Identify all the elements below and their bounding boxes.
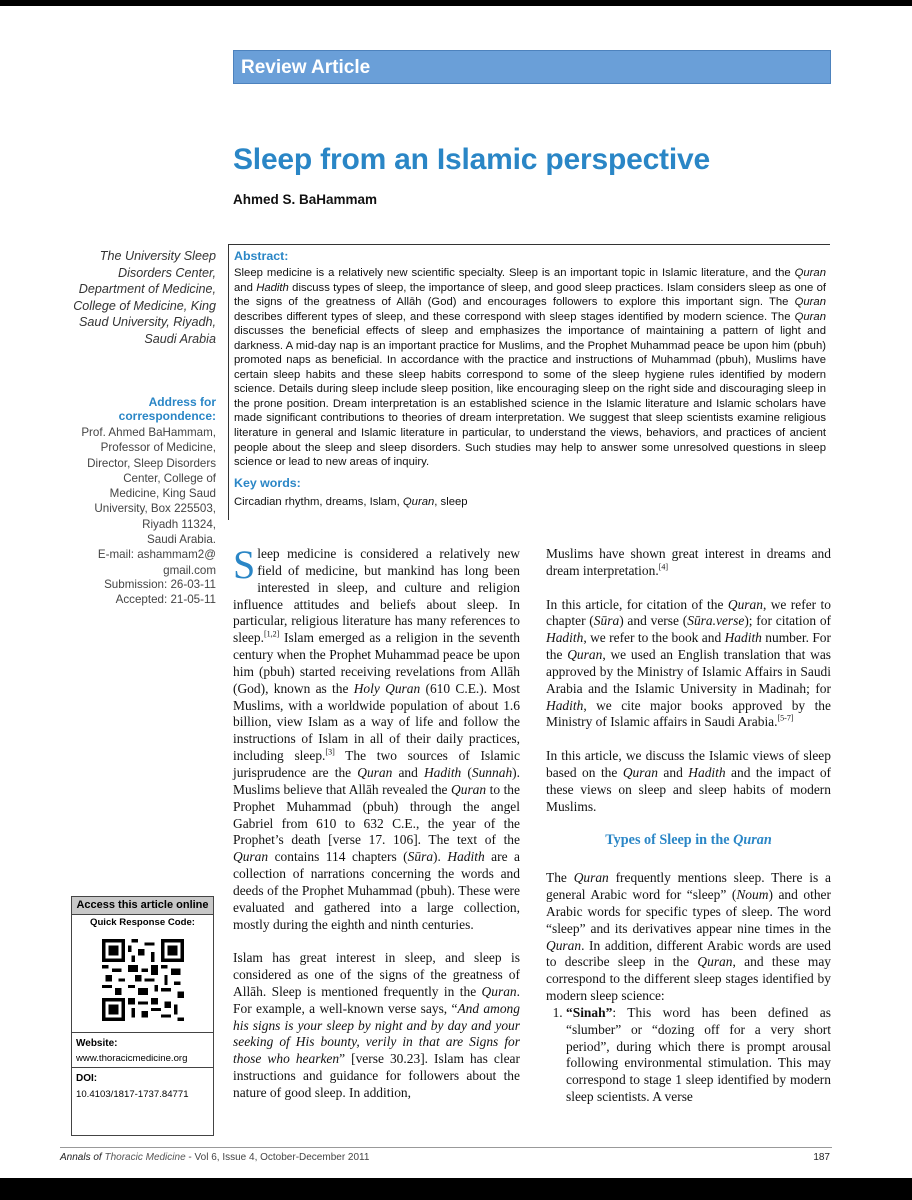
abstract-heading: Abstract: xyxy=(234,249,289,263)
section-heading: Types of Sleep in the Quran xyxy=(605,832,772,849)
address-line: Center, College of xyxy=(123,471,216,485)
address-line: gmail.com xyxy=(163,563,216,577)
website-label: Website: xyxy=(76,1038,118,1049)
correspondence-address xyxy=(60,425,216,578)
address-line: University, Box 225503, xyxy=(94,502,216,516)
submission-date: Submission: 26-03-11 xyxy=(104,578,216,591)
abstract-text: Sleep medicine is a relatively new scientific specialty. Sleep is an important topic in Islamic literature, and the Quran and Hadith discuss types of sleep, the importance of sleep, and good sleep practices. Islam considers sleep as one of the signs of the greatness of Allāh (God) and encourages followers to explore this important sign. The Quran describes different types of sleep, and these correspond with sleep stages identified by modern science. The Quran discusses the beneficial effects of sleep and emphasizes the importance of maintaining a pattern of light and darkness. A mid-day nap is an important practice for Muslims, and the Prophet Muhammad peace be upon him (pbuh) promoted naps as beneficial. In accordance with the practice and instructions of Muhammad (pbuh), Muslims have certain sleep habits and these sleep habits correspond to some of the sleep hygiene rules identified by modern science. Details during sleep include sleep position, like encouraging sleep on the right side and discouraging sleep in the prone position. Dream interpretation is an established science in the Islamic literature and Islamic scholars have made significant contributions to theories of dream interpretation. We suggest that sleep scientists examine religious literature in general and Islamic literature in particular, to understand the views, behaviors, and practices of ancient people about the sleep and sleep disorders. Such studies may help to answer some unresolved questions in sleep science or lead to new areas of inquiry. xyxy=(234,267,826,469)
article-title: Sleep from an Islamic perspective xyxy=(233,143,710,176)
footer-divider xyxy=(60,1147,832,1148)
access-title: Access this article online xyxy=(72,897,213,915)
address-line: Professor of Medicine, xyxy=(100,441,216,455)
address-line: E-mail: ashammam2@ xyxy=(97,548,216,562)
website-link[interactable]: www.thoracicmedicine.org xyxy=(76,1053,188,1064)
article-type-banner xyxy=(233,50,831,84)
address-line: Riyadh 11324, xyxy=(142,517,216,531)
body-paragraph: In this article, we discuss the Islamic views of sleep based on the Quran and Hadith and the impact of these views on sleep and sleep habits of modern Muslims. xyxy=(546,748,832,814)
qr-label: Quick Response Code: xyxy=(89,917,196,928)
affiliation: The University Sleep Disorders Center, Department of Medicine, College of Medicine, King Saud University, Riyadh, Saudi Arabia xyxy=(73,249,216,346)
journal-footer: Annals of Thoracic Medicine - Vol 6, Issue 4, October-December 2011 xyxy=(60,1152,370,1163)
doi-label: DOI: xyxy=(76,1073,98,1084)
list-item: 1. “Sinah”: This word has been defined as “slumber” or “dozing off for a very short period”, during which there is prompt arousal following environmental stimulation. This may correspond to stage 1 sleep identified by modern sleep scientists. A verse xyxy=(566,1005,831,1106)
address-heading: Address for correspondence: xyxy=(118,395,216,423)
page-number: 187 xyxy=(813,1152,830,1163)
body-paragraph: Islam has great interest in sleep, and sleep is considered as one of the signs of the greatness of Allāh. Sleep is mentioned frequently in the Quran. For example, a well-known verse says, “And among his signs is your sleep by night and by day and your seeking of His bounty, verily in that are Signs for those who hearken” [verse 30.23]. Islam has clear instructions and guidance for followers about the nature of good sleep. In addition, xyxy=(233,950,520,1100)
doi-link[interactable]: 10.4103/1817-1737.84771 xyxy=(76,1089,189,1100)
address-line: Medicine, King Saud xyxy=(109,487,216,501)
journal-page xyxy=(0,6,912,1178)
qr-code-icon[interactable] xyxy=(102,939,184,1021)
access-article-box xyxy=(71,896,214,1136)
address-line: Director, Sleep Disorders xyxy=(87,456,216,470)
keywords-heading: Key words: xyxy=(234,476,301,490)
article-type-label: Review Article xyxy=(241,57,371,78)
submission-dates xyxy=(60,577,216,608)
address-line: Saudi Arabia. xyxy=(147,533,216,547)
drop-cap: S xyxy=(233,542,256,587)
sleep-types-list xyxy=(546,1005,831,1106)
accepted-date: Accepted: 21-05-11 xyxy=(115,593,216,607)
body-paragraph: Sleep medicine is considered a relatively new field of medicine, but mankind has long been interested in sleep, and culture and religion influence attitudes and beliefs about sleep. In particular, religious literature has many references to sleep.[1,2] Islam emerged as a religion in the seventh century when the Prophet Muhammad peace be upon him (pbuh) started receiving revelations from Allāh (God), known as the Holy Quran (610 C.E.). Most Muslims, with a worldwide population of about 1.6 billion, view Islam as a way of life and follow the instructions of Islam in all of their daily practices, including sleep.[3] The two sources of Islamic jurisprudence are the Quran and Hadith (Sunnah). Muslims believe that Allāh revealed the Quran to the Prophet Muhammad (pbuh) through the angel Gabriel from 610 to 632 C.E., the year of the Prophet’s death [verse 17. 106]. The text of the Quran contains 114 chapters (Sūra). Hadith are a collection of narrations concerning the words and deeds of the Prophet Muhammad (pbuh). These were evaluated and gathered into a large collection, mostly during the eighth and ninth centuries. xyxy=(233,542,521,932)
body-paragraph: Muslims have shown great interest in dreams and dream interpretation.[4] xyxy=(546,546,831,578)
address-line: Prof. Ahmed BaHammam, xyxy=(81,426,216,439)
body-paragraph: The Quran frequently mentions sleep. There is a general Arabic word for “sleep” (Noum) and other Arabic words for specific types of sleep. The word “sleep” and its derivatives appear nine times in the Quran. In addition, different Arabic words are used to describe sleep in the Quran, and these may correspond to the different sleep stages identified by modern sleep science: xyxy=(546,870,831,1004)
body-paragraph: In this article, for citation of the Quran, we refer to chapter (Sūra) and verse (Sūra.verse); for citation of Hadith, we refer to the book and Hadith number. For the Quran, we used an English translation that was approved by the Ministry of Islamic Affairs in Saudi Arabia and the Islamic University in Madinah; for Hadith, we cite major books approved by the Ministry of Islamic affairs in Saudi Arabia.[5-7] xyxy=(546,596,832,730)
body-column-right xyxy=(546,546,831,1106)
keywords-text: Circadian rhythm, dreams, Islam, Quran, sleep xyxy=(234,496,468,508)
body-column-left xyxy=(233,542,521,1119)
author-name: Ahmed S. BaHammam xyxy=(233,192,378,207)
